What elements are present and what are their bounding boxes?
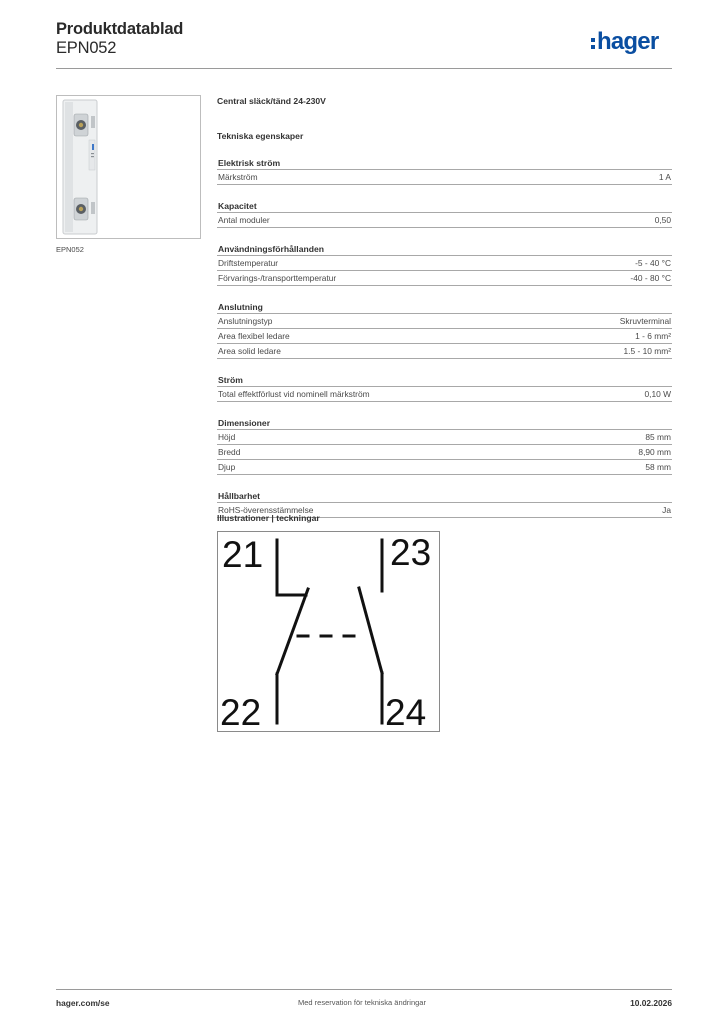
terminal-22-label: 22 [220,692,262,731]
spec-row [217,270,672,286]
spec-row [217,313,672,328]
spec-label: Bredd [218,447,241,457]
spec-section-capacity [217,201,672,228]
illustration-title: Illustrationer | teckningar [217,513,320,523]
spec-row [217,212,672,228]
spec-section-connection [217,302,672,359]
spec-value: 8,90 mm [638,447,671,457]
spec-row [217,459,672,475]
spec-label: Märkström [218,172,258,182]
spec-row [217,444,672,459]
spec-value: 85 mm [645,432,671,442]
spec-section-current [217,375,672,402]
page-title: Produktdatablad [56,20,184,38]
spec-section-conditions [217,244,672,286]
product-code: EPN052 [56,39,117,57]
spec-value: -5 - 40 °C [635,258,671,268]
spec-row [217,343,672,359]
section-title: Hållbarhet [218,491,261,501]
hager-logo [591,28,658,56]
spec-section-dimensions [217,418,672,475]
terminal-21-label: 21 [222,534,264,575]
wiring-diagram [217,531,440,732]
nc-blade [277,589,308,674]
no-blade [359,588,382,673]
spec-value: 1 - 6 mm² [635,331,671,341]
spec-label: Höjd [218,432,236,442]
spec-value: 0,10 W [644,389,671,399]
spec-value: 1 A [658,172,671,182]
spec-value: 1.5 - 10 mm² [623,346,671,356]
spec-label: Area flexibel ledare [218,331,290,341]
product-image [56,95,201,239]
section-title: Kapacitet [218,201,257,211]
spec-value: 0,50 [654,215,671,225]
spec-content [217,96,672,518]
device-image-icon [62,98,98,236]
spec-label: Djup [218,462,236,472]
spec-label: Antal moduler [218,215,270,225]
spec-value: -40 - 80 °C [630,273,671,283]
spec-label: Area solid ledare [218,346,281,356]
section-title: Ström [218,375,243,385]
spec-label: RoHS-överensstämmelse [218,505,314,515]
spec-value: Ja [662,505,671,515]
spec-label: Driftstemperatur [218,258,279,268]
footer-website: hager.com/se [56,998,110,1008]
spec-heading: Tekniska egenskaper [217,131,304,141]
spec-label: Förvarings-/transporttemperatur [218,273,337,283]
product-name: Central släck/tänd 24-230V [217,96,326,106]
spec-row [217,328,672,343]
terminal-24-label: 24 [385,692,427,731]
footer-divider [56,989,672,990]
image-caption: EPN052 [56,245,84,254]
section-title: Användningsförhållanden [218,244,324,254]
spec-value: Skruvterminal [619,316,671,326]
spec-section-electric [217,158,672,185]
section-title: Anslutning [218,302,263,312]
section-title: Elektrisk ström [218,158,281,168]
terminal-23-label: 23 [390,532,432,573]
spec-row [217,386,672,402]
section-title: Dimensioner [218,418,271,428]
contact-diagram-icon [218,532,439,731]
footer-disclaimer: Med reservation för tekniska ändringar [298,998,426,1007]
spec-row [217,255,672,270]
spec-value: 58 mm [645,462,671,472]
spec-row [217,169,672,185]
spec-label: Total effektförlust vid nominell märkström [218,389,370,399]
spec-row [217,429,672,444]
header-divider [56,68,672,69]
spec-label: Anslutningstyp [218,316,273,326]
footer-date: 10.02.2026 [630,998,672,1008]
logo-dots-icon [591,38,595,49]
logo-text: hager [597,28,659,55]
